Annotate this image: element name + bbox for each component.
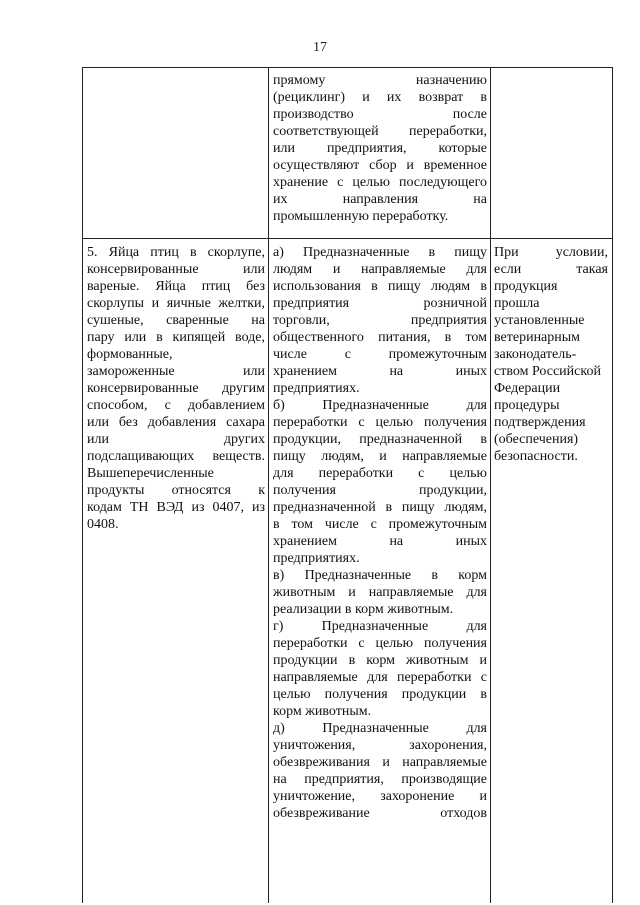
text-line: уничтожение, захоронение и <box>273 789 487 804</box>
text-line: целью получения продукции в <box>273 687 487 702</box>
text-line: замороженные или <box>87 364 265 379</box>
text-line: формованные, <box>87 347 173 362</box>
table-row-divider <box>82 238 613 239</box>
text-line: вареные. Яйца птиц без <box>87 279 265 294</box>
text-line: людям и направляемые для <box>273 262 487 277</box>
regulation-table <box>82 67 613 903</box>
text-line: прямому назначению <box>273 73 487 88</box>
text-line: переработки с целью получения <box>273 415 487 430</box>
text-line: ветеринарным <box>494 330 581 345</box>
text-line: переработки с целью получения <box>273 636 487 651</box>
text-line: безопасности. <box>494 449 578 464</box>
text-line: скорлупы и яичные желтки, <box>87 296 265 311</box>
text-line: их направления на <box>273 192 487 207</box>
text-line: торговли, предприятия <box>273 313 487 328</box>
text-line: производство после <box>273 107 487 122</box>
text-line: сушеные, сваренные на <box>87 313 265 328</box>
item5-destination-categories <box>273 244 487 822</box>
text-line: реализации в корм животным. <box>273 602 454 617</box>
text-line: консервированные другим <box>87 381 265 396</box>
text-line: хранением на иных <box>273 534 487 549</box>
text-line: числе с промежуточным <box>273 347 487 362</box>
text-line: получения продукции, <box>273 483 487 498</box>
table-border-top <box>82 67 613 68</box>
text-line: в том числе с промежуточным <box>273 517 487 532</box>
table-border-right <box>612 67 613 903</box>
table-border-col2 <box>490 67 491 903</box>
text-line: б) Предназначенные для <box>273 398 487 413</box>
text-line: кодам ТН ВЭД из 0407, из <box>87 500 265 515</box>
page-number: 17 <box>313 40 327 55</box>
item5-product-description <box>87 244 265 533</box>
text-line: если такая <box>494 262 608 277</box>
text-line: подслащивающих веществ. <box>87 449 265 464</box>
text-line: (рециклинг) и их возврат в <box>273 90 487 105</box>
text-line: процедуры <box>494 398 560 413</box>
text-line: корм животным. <box>273 704 372 719</box>
text-line: прошла <box>494 296 540 311</box>
text-line: подтверждения <box>494 415 586 430</box>
text-line: предприятиях. <box>273 381 360 396</box>
text-line: для переработки с целью <box>273 466 487 481</box>
text-line: или без добавления сахара <box>87 415 265 430</box>
text-line: пищу людям, и направляемые <box>273 449 487 464</box>
text-line: использования в пищу людям в <box>273 279 487 294</box>
text-line: а) Предназначенные в пищу <box>273 245 487 260</box>
text-line: общественного питания, в том <box>273 330 487 345</box>
text-line: предприятия розничной <box>273 296 487 311</box>
text-line: уничтожения, захоронения, <box>273 738 487 753</box>
text-line: законодатель- <box>494 347 577 362</box>
text-line: Вышеперечисленные <box>87 466 214 481</box>
text-line: продукции в корм животным и <box>273 653 487 668</box>
top-row-col2-text <box>273 72 487 225</box>
text-line: консервированные или <box>87 262 265 277</box>
text-line: ством Российской <box>494 364 601 379</box>
text-line: предназначенной в пищу людям, <box>273 500 487 515</box>
text-line: пару или в кипящей воде, <box>87 330 265 345</box>
text-line: обезвреживания и направляемые <box>273 755 487 770</box>
text-line: 5. Яйца птиц в скорлупе, <box>87 245 265 260</box>
text-line: или предприятия, которые <box>273 141 487 156</box>
text-line: на предприятия, производящие <box>273 772 487 787</box>
text-line: животным и направляемые для <box>273 585 487 600</box>
text-line: 0408. <box>87 517 119 532</box>
item5-conditions <box>494 244 608 465</box>
text-line: осуществляют сбор и временное <box>273 158 487 173</box>
text-line: промышленную переработку. <box>273 209 449 224</box>
text-line: хранением на иных <box>273 364 487 379</box>
text-line: хранение с целью последующего <box>273 175 487 190</box>
text-line: направляемые для переработки с <box>273 670 487 685</box>
text-line: Федерации <box>494 381 561 396</box>
text-line: или других <box>87 432 265 447</box>
text-line: установленные <box>494 313 585 328</box>
text-line: продукции, предназначенной в <box>273 432 487 447</box>
text-line: При условии, <box>494 245 608 260</box>
text-line: способом, с добавлением <box>87 398 265 413</box>
text-line: в) Предназначенные в корм <box>273 568 487 583</box>
text-line: продукты относятся к <box>87 483 265 498</box>
text-line: обезвреживание отходов <box>273 806 487 821</box>
text-line: (обеспечения) <box>494 432 579 447</box>
text-line: д) Предназначенные для <box>273 721 487 736</box>
text-line: г) Предназначенные для <box>273 619 487 634</box>
table-border-left <box>82 67 83 903</box>
text-line: соответствующей переработки, <box>273 124 487 139</box>
text-line: продукция <box>494 279 558 294</box>
table-border-col1 <box>268 67 269 903</box>
text-line: предприятиях. <box>273 551 360 566</box>
